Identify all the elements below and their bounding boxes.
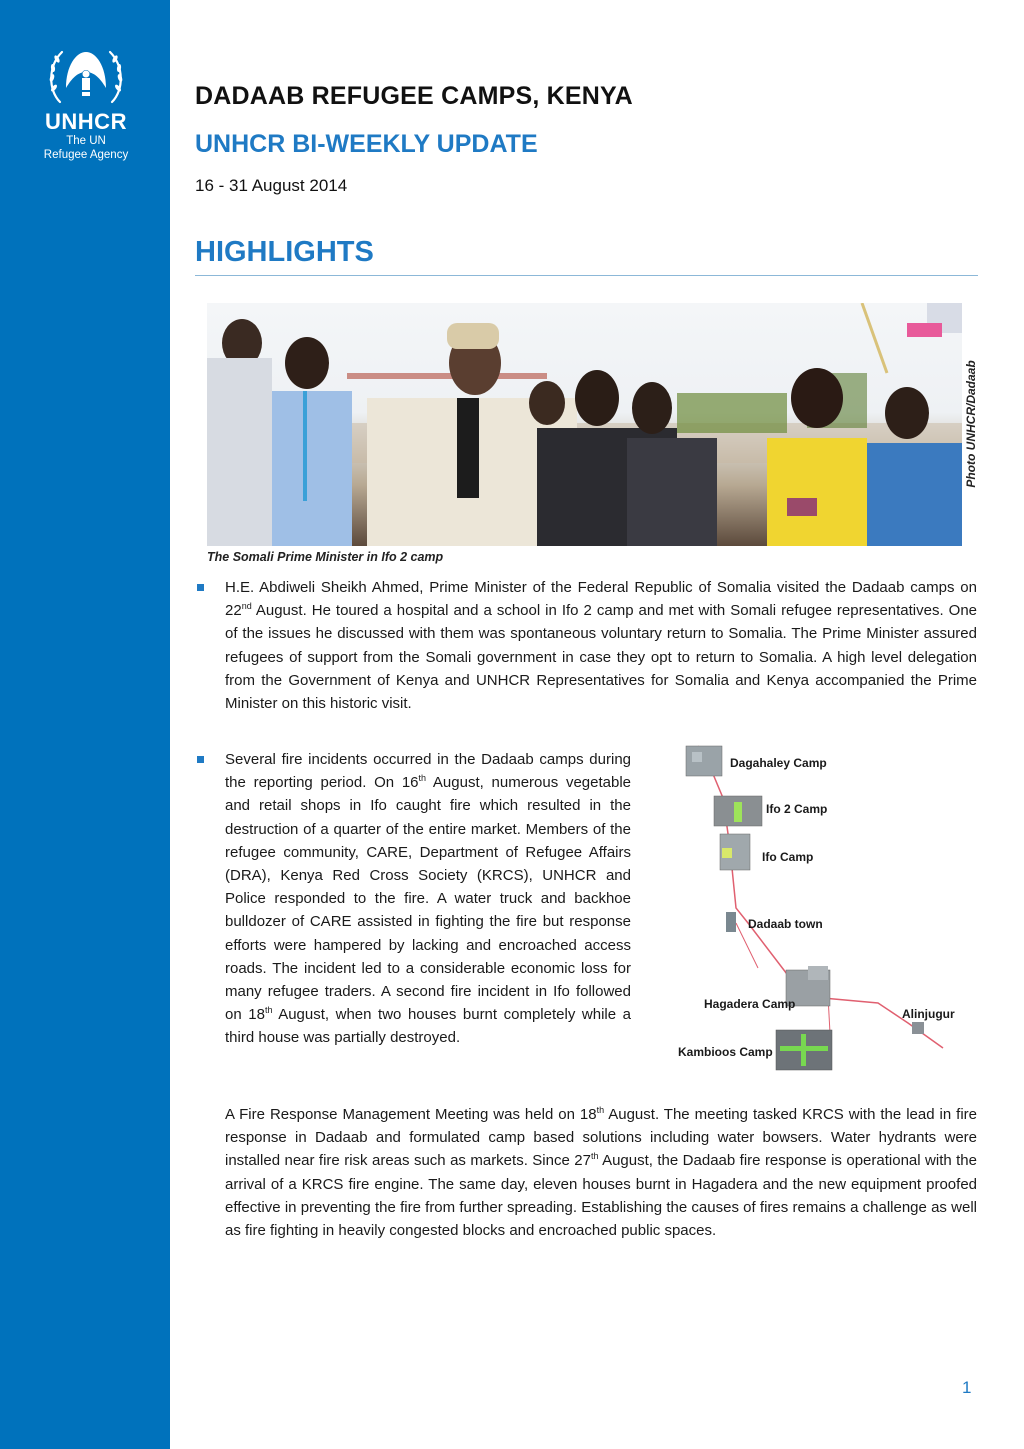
map-label-dadaab-town: Dadaab town xyxy=(748,917,823,931)
paragraph-pm-visit xyxy=(225,576,977,715)
map-label-dagahaley: Dagahaley Camp xyxy=(730,756,827,770)
para2-sup-1: th xyxy=(418,773,427,784)
para1-text-b: August. He toured a hospital and a school in Ifo 2 camp and met with Somali refugee representatives. One of the issues he discussed with them was spontaneous voluntary return to Somalia. The Prime Minister assured refugees of support from the Somali government in case they opt to return to Somalia. A high level delegation from the Government of Kenya and UNHCR Representatives for Somalia and Kenya accompanied the Prime Minister on this historic visit. xyxy=(225,602,977,713)
map-label-ifo2: Ifo 2 Camp xyxy=(766,802,828,816)
sidebar xyxy=(0,0,170,1449)
logo-subtitle-line-1: The UN xyxy=(66,135,106,147)
paragraph-fire-response xyxy=(225,1103,977,1242)
unhcr-emblem-icon xyxy=(44,44,128,108)
para2-text-c: August, when two houses burnt completely while a third house was partially destroyed. xyxy=(225,1006,631,1047)
camps-map-graphic xyxy=(678,738,978,1078)
camps-map xyxy=(678,738,978,1078)
para2-text-b: August, numerous vegetable and retail shops in Ifo caught fire which resulted in the destruction of a quarter of the entire market. Members of the refugee community, CARE, Department of Refugee Affairs (DRA), Kenya Red Cross Society (KRCS), UNHCR and Police responded to the fire. A water truck and backhoe bulldozer of CARE assisted in fighting the fire but response efforts were hampered by lacking and encroached access roads. The incident led to a considerable economic loss for many refugee traders. A second fire incident in Ifo followed on 18 xyxy=(225,774,631,1024)
bullet-marker xyxy=(197,756,204,763)
photo-credit xyxy=(963,300,979,548)
map-label-hagadera: Hagadera Camp xyxy=(704,997,796,1011)
document-title: DADAAB REFUGEE CAMPS, KENYA xyxy=(195,82,633,110)
logo-subtitle-line-2: Refugee Agency xyxy=(43,149,129,161)
document-subtitle: UNHCR BI-WEEKLY UPDATE xyxy=(195,130,538,158)
para3-sup-2: th xyxy=(590,1151,599,1162)
highlight-photo xyxy=(207,303,962,546)
map-label-ifo: Ifo Camp xyxy=(762,850,814,864)
para2-sup-2: th xyxy=(264,1005,273,1016)
para2-text-a: Several fire incidents occurred in the Dadaab camps during the reporting period. On 16 xyxy=(225,751,631,792)
para3-text-c: August, the Dadaab fire response is operational with the arrival of a KRCS fire engine. The same day, eleven houses burnt in Hagadera and the new equipment proofed effective in preventing the fire from further spreading. Establishing the causes of fires remains a challenge as well as fire fighting in heavily congested blocks and encroached public spaces. xyxy=(225,1152,977,1240)
unhcr-logo xyxy=(30,44,142,162)
photo-caption: The Somali Prime Minister in Ifo 2 camp xyxy=(207,550,444,564)
report-period: 16 - 31 August 2014 xyxy=(195,176,348,195)
section-divider xyxy=(195,275,978,276)
map-label-alinjugur: Alinjugur xyxy=(902,1007,955,1021)
section-heading-highlights: HIGHLIGHTS xyxy=(195,236,374,268)
logo-wordmark: UNHCR xyxy=(45,109,127,134)
bullet-marker xyxy=(197,584,204,591)
page-number: 1 xyxy=(962,1378,972,1397)
photo-credit-text: Photo UNHCR/Dadaab xyxy=(964,360,978,488)
paragraph-fire-incidents xyxy=(225,748,631,1050)
para3-text-a: A Fire Response Management Meeting was held on 18 xyxy=(225,1106,597,1123)
para1-text-a: H.E. Abdiweli Sheikh Ahmed, Prime Minister of the Federal Republic of Somalia visited the Dadaab camps on 22 xyxy=(225,579,977,620)
para1-sup: nd xyxy=(241,601,252,612)
para3-sup-1: th xyxy=(596,1105,605,1115)
para3-text-b: August. The meeting tasked KRCS with the lead in fire response in Dadaab and formulated camp based solutions including water bowsers. Water hydrants were installed near fire risk areas such as markets. Since 27 xyxy=(225,1106,977,1170)
map-label-kambioos: Kambioos Camp xyxy=(678,1045,773,1059)
